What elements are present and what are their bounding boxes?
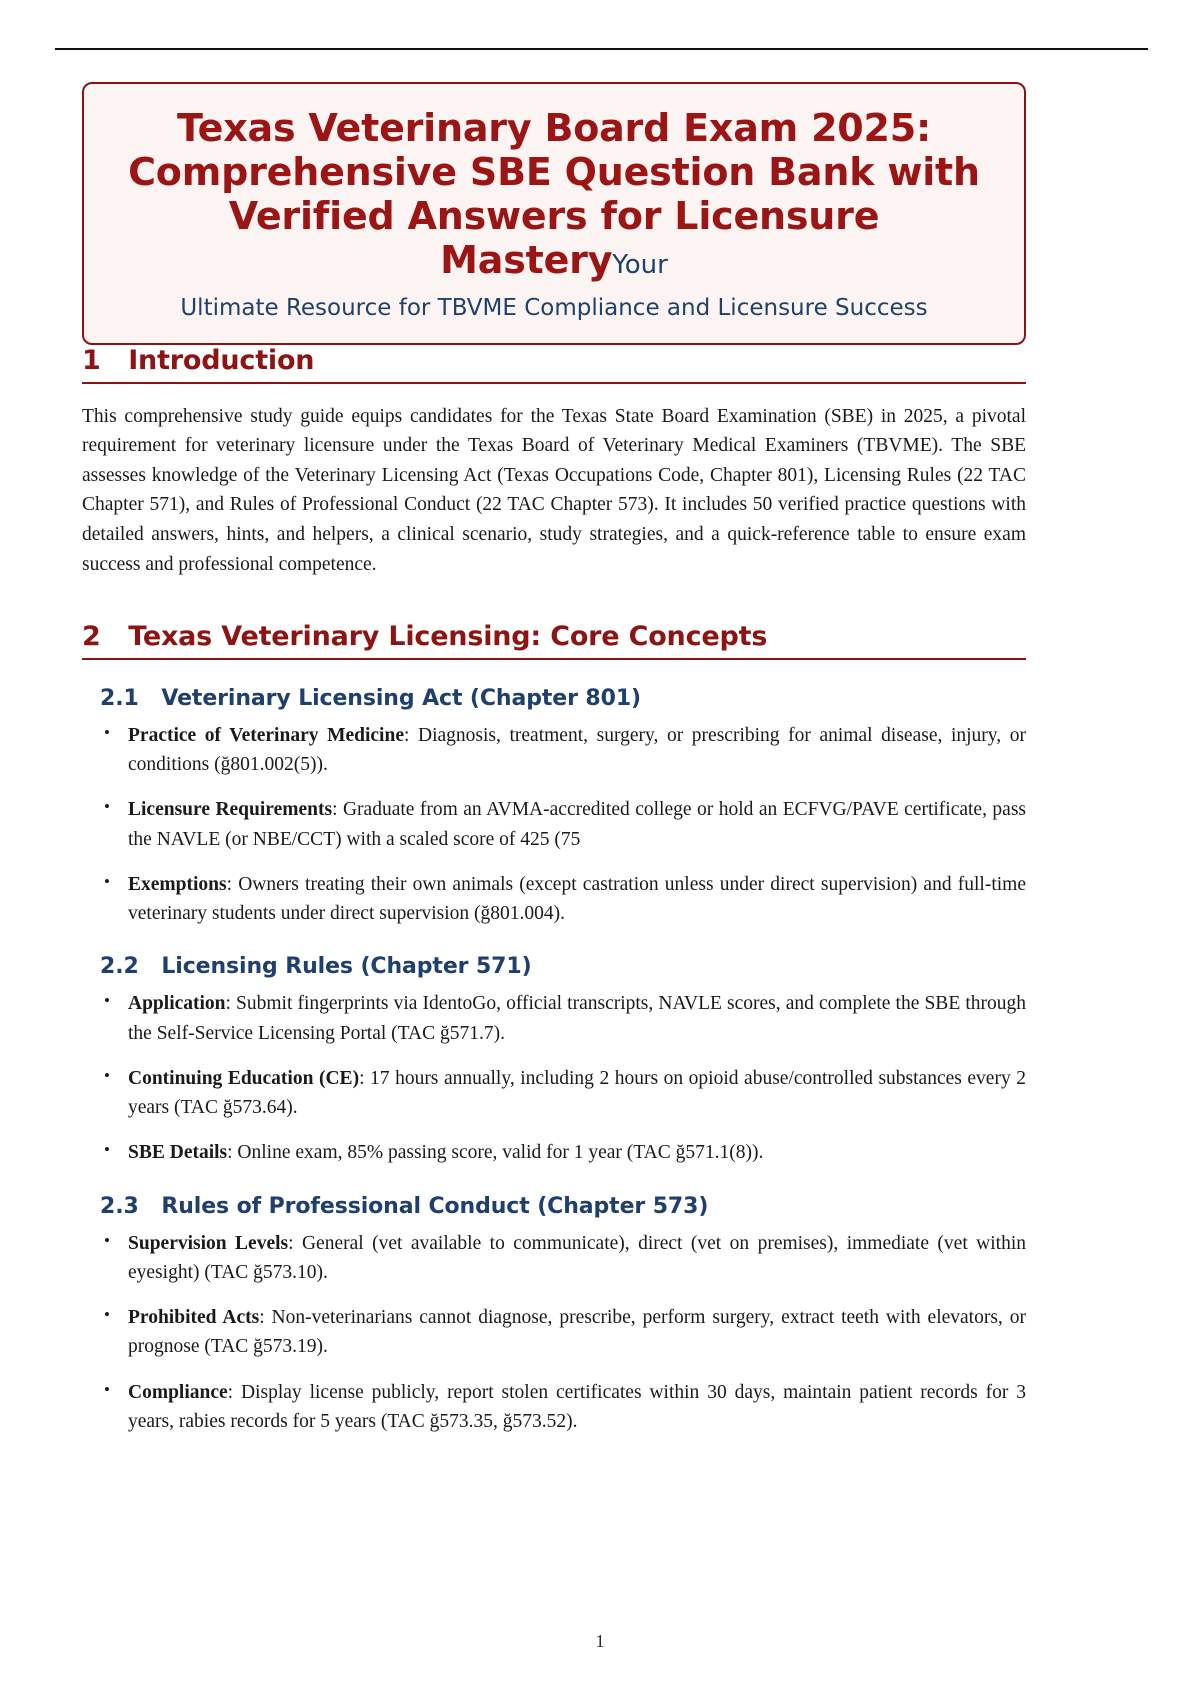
bullet-lead: Supervision Levels [128,1232,289,1254]
list-item [100,1303,1026,1362]
bullet-lead: Exemptions [128,873,227,895]
bullet-lead: Licensure Requirements [128,799,333,821]
list-item [100,795,1026,854]
subsection-professional-conduct [82,1194,1026,1437]
subsection-heading [100,1194,1026,1219]
section-introduction [82,345,1026,579]
bullet-text: : Display license publicly, report stolen certificates within 30 days, maintain patient records for 3 years, rabies records for 5 years (TAC ğ573.35, ğ573.52). [128,1381,1026,1432]
subsection-licensing-rules [82,954,1026,1167]
subsection-licensing-act [82,686,1026,929]
bullet-lead: Practice of Veterinary Medicine [128,724,404,746]
subsection-number: 2.2 [100,954,154,980]
page-number: 1 [595,1631,605,1651]
subsection-title: Licensing Rules (Chapter 571) [161,954,532,980]
subsection-title: Veterinary Licensing Act (Chapter 801) [161,685,642,711]
section-heading [82,345,1026,376]
bullet-text: : Submit fingerprints via IdentoGo, official transcripts, NAVLE scores, and complete the SBE through the Self-Service Licensing Portal (TAC ğ571.7). [128,993,1026,1044]
bullet-text: : Non-veterinarians cannot diagnose, prescribe, perform surgery, extract teeth with elevators, or prognose (TAC ğ573.19). [128,1307,1026,1358]
subsection-title: Rules of Professional Conduct (Chapter 573) [161,1193,709,1219]
bullet-text: : Owners treating their own animals (except castration unless under direct supervision) and full-time veterinary students under direct supervision (ğ801.004). [128,873,1026,925]
subsection-number: 2.3 [100,1193,154,1219]
bullet-list [82,989,1026,1167]
list-item [100,721,1026,780]
section-divider [82,382,1026,384]
subsection-heading [100,954,1026,979]
bullet-text: : 17 hours annually, including 2 hours on opioid abuse/controlled substances every 2 years (TAC ğ573.64). [128,1067,1026,1119]
section-title: Texas Veterinary Licensing: Core Concepts [128,621,768,653]
section-heading [82,621,1026,652]
bullet-lead: Continuing Education (CE) [128,1067,360,1089]
header-rule [55,48,1148,50]
list-item [100,989,1026,1048]
document-subtitle: Ultimate Resource for TBVME Compliance and Licensure Success [180,295,928,322]
section-title: Introduction [128,345,315,376]
section-number: 2 [82,621,119,653]
document-title [110,106,998,282]
document-title-suffix: Your [612,250,668,281]
section-number: 1 [82,345,119,376]
bullet-text: : Diagnosis, treatment, surgery, or prescribing for animal disease, injury, or conditions (ğ801.002(5)). [128,724,1026,776]
section-divider [82,658,1026,660]
bullet-lead: Prohibited Acts [128,1307,260,1329]
bullet-list [82,1229,1026,1437]
section-core-concepts [82,621,1026,1436]
title-box [82,82,1026,345]
bullet-text: : Online exam, 85% passing score, valid for 1 year (TAC ğ571.1(8)). [227,1142,764,1164]
list-item [100,1378,1026,1437]
list-item [100,1138,1026,1167]
introduction-paragraph: This comprehensive study guide equips candidates for the Texas State Board Examination (SBE) in 2025, a pivotal requirement for veterinary licensure under the Texas Board of Veterinary Medical Examiners (TBVME). The SBE assesses knowledge of the Veterinary Licensing Act (Texas Occupations Code, Chapter 801), Licensing Rules (22 TAC Chapter 571), and Rules of Professional Conduct (22 TAC Chapter 573). It includes 50 verified practice questions with detailed answers, hints, and helpers, a clinical scenario, study strategies, and a quick-reference table to ensure exam success and professional competence. [82,405,1026,575]
subsection-number: 2.1 [100,685,154,711]
bullet-list [82,721,1026,929]
document-title-text: Texas Veterinary Board Exam 2025: Comprehensive SBE Question Bank with Verified Answers for Licensure Mastery [128,106,980,283]
bullet-lead: Compliance [128,1381,228,1403]
bullet-text: : General (vet available to communicate), direct (vet on premises), immediate (vet within eyesight) (TAC ğ573.10). [128,1232,1026,1283]
document-body [82,345,1026,1452]
bullet-text: : Graduate from an AVMA-accredited college or hold an ECFVG/PAVE certificate, pass the NAVLE (or NBE/CCT) with a scaled score of 425 (75 [128,799,1026,850]
list-item [100,1229,1026,1288]
subsection-heading [100,686,1026,711]
bullet-lead: Application [128,993,226,1015]
list-item [100,1064,1026,1123]
list-item [100,870,1026,929]
bullet-lead: SBE Details [128,1142,228,1164]
